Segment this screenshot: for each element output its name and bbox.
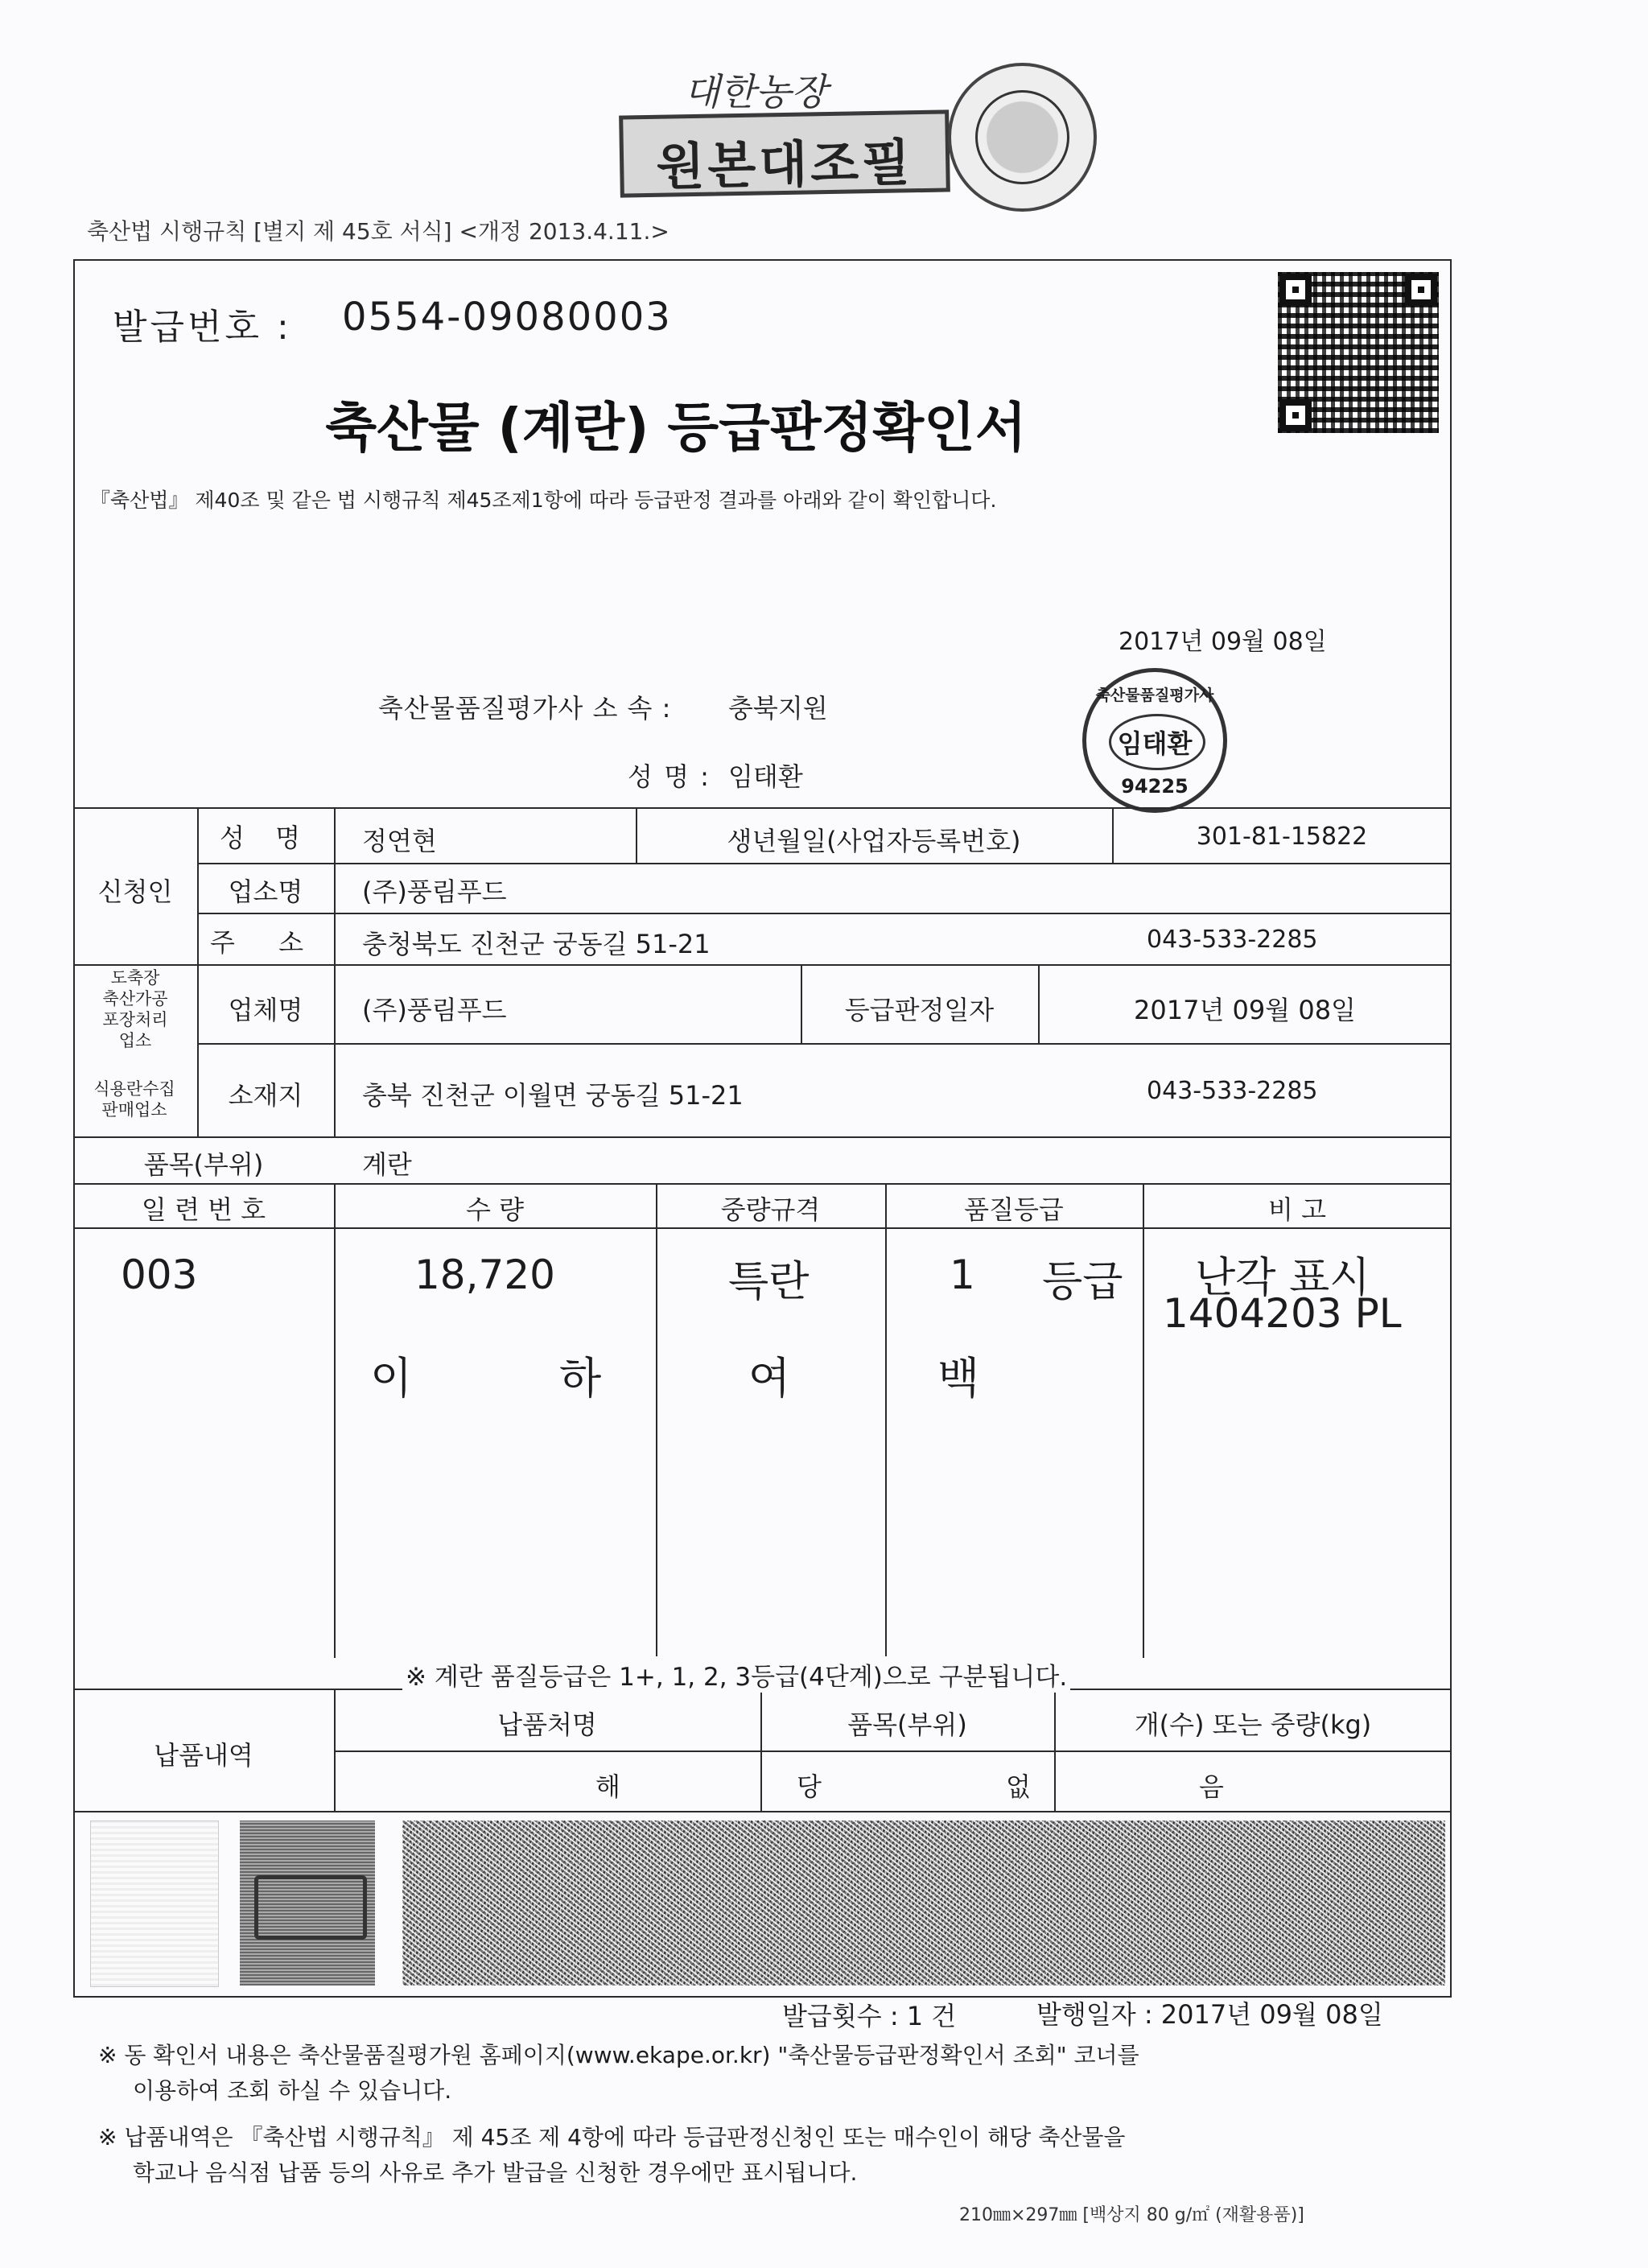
- security-pattern-small: [90, 1821, 219, 1987]
- processor-location: 충북 진천군 이월면 궁동길 51-21: [362, 1080, 744, 1111]
- birth-label: 생년월일(사업자등록번호): [727, 826, 1021, 856]
- delivery-header-item: 품목(부위): [847, 1709, 967, 1740]
- quality-grade: 1: [950, 1252, 975, 1298]
- issue-number: 0554-09080003: [342, 295, 672, 340]
- col-header-weight-spec: 중량규격: [720, 1194, 821, 1225]
- document-title: 축산물 (계란) 등급판정확인서: [325, 397, 1027, 459]
- footer-note-2-line-1: ※ 납품내역은 『축산법 시행규칙』 제 45조 제 4항에 따라 등급판정신청인 또는 매수인이 해당 축산물을: [98, 2124, 1126, 2150]
- issue-count: 발급횟수 : 1 건: [782, 2001, 957, 2031]
- company-label: 업체명: [228, 995, 303, 1025]
- evaluator-affiliation: 충북지원: [728, 693, 828, 724]
- serial-number: 003: [121, 1252, 198, 1298]
- item-value: 계란: [362, 1149, 412, 1180]
- business-name: (주)풍림푸드: [362, 876, 507, 907]
- seal-center-text: 임태환: [1117, 728, 1193, 759]
- business-name-label: 업소명: [228, 876, 303, 907]
- col-header-serial: 일 련 번 호: [141, 1194, 266, 1225]
- delivery-fill-1: 해: [595, 1771, 620, 1802]
- address-label: 주 소: [210, 927, 321, 958]
- evaluator-name: 임태환: [728, 761, 803, 792]
- grading-date-label: 등급판정일자: [844, 995, 995, 1025]
- quality-grade-unit: 등급: [1042, 1258, 1123, 1306]
- qr-code[interactable]: [1278, 272, 1439, 433]
- applicant-address: 충청북도 진천군 궁동길 51-21: [362, 929, 711, 959]
- grade-note: ※ 계란 품질등급은 1+, 1, 2, 3등급(4단계)으로 구분됩니다.: [402, 1656, 1070, 1693]
- col-header-grade: 품질등급: [964, 1194, 1064, 1225]
- location-label: 소재지: [228, 1080, 303, 1111]
- evaluator-seal-icon: [1082, 668, 1227, 813]
- col-header-quantity: 수 량: [466, 1194, 524, 1225]
- issue-number-label: 발급번호 :: [113, 307, 292, 348]
- certificate-date: 2017년 09월 08일: [1119, 628, 1327, 656]
- intro-text: 『축산법』 제40조 및 같은 법 시행규칙 제45조제1항에 따라 등급판정 결과를 아래와 같이 확인합니다.: [90, 489, 997, 512]
- processor-phone: 043-533-2285: [1147, 1077, 1318, 1105]
- fill-char-3: 여: [748, 1353, 791, 1404]
- paper-spec: 210㎜×297㎜ [백상지 80 g/㎡ (재활용품)]: [959, 2205, 1304, 2225]
- col-header-remark: 비 고: [1268, 1194, 1326, 1225]
- item-label: 품목(부위): [143, 1149, 264, 1180]
- quantity: 18,720: [414, 1252, 555, 1298]
- egg-seller-type-label: 식용란수집 판매업소: [93, 1079, 175, 1120]
- fill-char-2: 하: [559, 1353, 602, 1404]
- official-seal-icon: [948, 63, 1097, 212]
- delivery-header-quantity: 개(수) 또는 중량(kg): [1134, 1709, 1372, 1740]
- delivery-header-recipient: 납품처명: [497, 1709, 597, 1740]
- business-registration-number: 301-81-15822: [1196, 823, 1368, 851]
- applicant-phone: 043-533-2285: [1147, 926, 1318, 954]
- delivery-fill-4: 음: [1199, 1771, 1224, 1802]
- issue-date: 발행일자 : 2017년 09월 08일: [1036, 1999, 1383, 2030]
- fill-char-4: 백: [937, 1353, 980, 1404]
- regulation-line: 축산법 시행규칙 [별지 제 45호 서식] <개정 2013.4.11.>: [87, 218, 670, 245]
- processor-type-label: 도축장 축산가공 포장처리 업소: [102, 968, 168, 1050]
- evaluator-name-label: 성 명 :: [628, 761, 711, 792]
- footer-note-1-line-1: ※ 동 확인서 내용은 축산물품질평가원 홈페이지(www.ekape.or.kr) "축산물등급판정확인서 조회" 코너를: [98, 2042, 1139, 2068]
- security-noise-pattern: [402, 1821, 1445, 1986]
- remark-line-2: 1404203 PL: [1163, 1290, 1402, 1337]
- remark-line-1: 난각 표시: [1195, 1254, 1370, 1302]
- seal-outer-text: 축산물품질평가사: [1095, 687, 1214, 704]
- applicant-name-label: 성 명: [220, 823, 311, 853]
- footer-note-1-line-2: 이용하여 조회 하실 수 있습니다.: [133, 2077, 452, 2104]
- applicant-name: 정연현: [362, 826, 437, 856]
- security-stripe-block: [240, 1821, 375, 1986]
- delivery-fill-2: 당: [797, 1771, 822, 1802]
- delivery-fill-3: 없: [1006, 1771, 1031, 1802]
- applicant-section-label: 신청인: [97, 876, 173, 907]
- seal-number-text: 94225: [1121, 775, 1189, 798]
- delivery-section-label: 납품내역: [154, 1740, 253, 1771]
- evaluator-affiliation-label: 축산물품질평가사 소 속 :: [378, 693, 672, 724]
- copy-stamp-text: 원본대조필: [655, 133, 914, 196]
- grading-date: 2017년 09월 08일: [1134, 995, 1356, 1025]
- company-name: (주)풍림푸드: [362, 995, 507, 1025]
- fill-char-1: 이: [370, 1353, 413, 1404]
- handwritten-note: 대한농장: [684, 70, 827, 113]
- weight-spec: 특란: [728, 1258, 810, 1306]
- copy-certified-stamp: [619, 109, 950, 197]
- footer-note-2-line-2: 학교나 음식점 납품 등의 사유로 추가 발급을 신청한 경우에만 표시됩니다.: [133, 2159, 858, 2186]
